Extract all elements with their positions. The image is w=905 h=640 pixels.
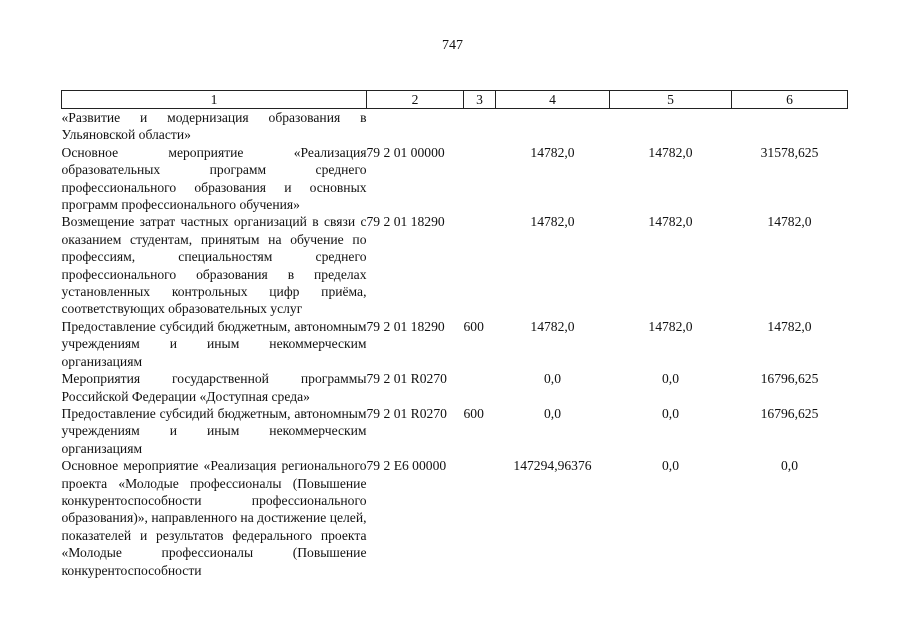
row-code: 79 2 01 R0270 bbox=[366, 371, 447, 387]
header-col-4: 4 bbox=[496, 91, 610, 109]
row-value-3: 16796,625 bbox=[760, 405, 819, 421]
row-name: Основное мероприятие «Реализация образовательных программ среднего профессионального образования и основных программ профессионального обучения» bbox=[61, 144, 367, 213]
header-col-2: 2 bbox=[367, 91, 464, 109]
row-expense-type bbox=[464, 144, 496, 214]
row-value-2: 14782,0 bbox=[648, 318, 693, 334]
row-expense-type bbox=[464, 457, 496, 579]
row-value-2: 0,0 bbox=[662, 405, 679, 421]
row-code: 79 2 01 00000 bbox=[366, 144, 445, 160]
row-expense-type bbox=[464, 213, 496, 317]
row-value-2: 0,0 bbox=[662, 458, 679, 474]
row-name: Предоставление субсидий бюджетным, автономным учреждениям и иным некоммерческим организациям bbox=[61, 318, 367, 369]
row-name: «Развитие и модернизация образования в Ульяновской области» bbox=[61, 110, 367, 143]
table-row bbox=[62, 370, 848, 405]
row-code: 79 2 01 R0270 bbox=[366, 405, 447, 421]
row-value-1: 147294,96376 bbox=[513, 458, 592, 474]
row-value-1: 14782,0 bbox=[530, 214, 575, 230]
budget-table bbox=[61, 90, 848, 579]
row-value-1: 0,0 bbox=[544, 371, 561, 387]
row-value-1: 0,0 bbox=[544, 405, 561, 421]
row-name: Мероприятия государственной программы Российской Федерации «Доступная среда» bbox=[61, 371, 367, 404]
table-row bbox=[62, 405, 848, 457]
header-row bbox=[62, 91, 848, 109]
header-col-1: 1 bbox=[62, 91, 367, 109]
row-expense-type: 600 bbox=[463, 405, 484, 421]
row-value-3: 14782,0 bbox=[767, 318, 812, 334]
row-code: 79 2 01 18290 bbox=[366, 214, 445, 230]
row-name: Возмещение затрат частных организаций в связи с оказанием студентам, принятым на обучение по профессиям, специальностям среднего профессионального образования в пределах установленных контрольных цифр приёма, соответствующих образовательных услуг bbox=[61, 214, 367, 317]
row-name: Основное мероприятие «Реализация регионального проекта «Молодые профессионалы (Повышение конкурентоспособности профессионального образования)», направленного на достижение целей, показателей и результатов федерального проекта «Молодые профессионалы (Повышение конкурентоспособности bbox=[61, 458, 367, 578]
table-row bbox=[62, 109, 848, 144]
header-col-5: 5 bbox=[610, 91, 732, 109]
row-value-3: 0,0 bbox=[781, 458, 798, 474]
row-code bbox=[367, 109, 464, 144]
row-value-3 bbox=[732, 109, 848, 144]
row-value-3: 14782,0 bbox=[767, 214, 812, 230]
row-expense-type: 600 bbox=[463, 318, 484, 334]
row-value-2: 0,0 bbox=[662, 371, 679, 387]
page-number: 747 bbox=[442, 38, 463, 53]
row-expense-type bbox=[464, 109, 496, 144]
table-row bbox=[62, 144, 848, 214]
row-value-2: 14782,0 bbox=[648, 214, 693, 230]
row-name: Предоставление субсидий бюджетным, автономным учреждениям и иным некоммерческим организациям bbox=[61, 405, 367, 456]
row-value-3: 16796,625 bbox=[760, 371, 819, 387]
row-value-1 bbox=[496, 109, 610, 144]
row-value-1: 14782,0 bbox=[530, 318, 575, 334]
header-col-6: 6 bbox=[732, 91, 848, 109]
row-code: 79 2 01 18290 bbox=[366, 318, 445, 334]
row-expense-type bbox=[464, 370, 496, 405]
table-row bbox=[62, 457, 848, 579]
table-row bbox=[62, 213, 848, 317]
row-value-2: 14782,0 bbox=[648, 144, 693, 160]
row-code: 79 2 E6 00000 bbox=[366, 458, 447, 474]
row-value-1: 14782,0 bbox=[530, 144, 575, 160]
row-value-3: 31578,625 bbox=[760, 144, 819, 160]
row-value-2 bbox=[610, 109, 732, 144]
table-row bbox=[62, 318, 848, 370]
header-col-3: 3 bbox=[464, 91, 496, 109]
